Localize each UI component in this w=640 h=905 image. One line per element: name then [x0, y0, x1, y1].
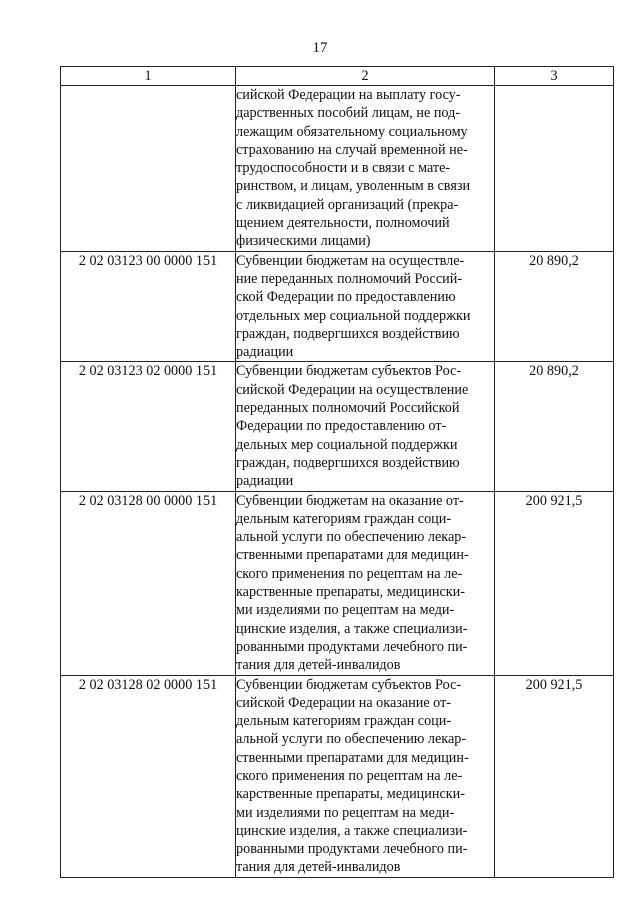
budget-code-cell	[61, 86, 236, 252]
description-cell	[236, 362, 495, 491]
table-row	[61, 675, 614, 877]
table-header	[61, 67, 614, 86]
description-line: альной услуги по обеспечению лекар-	[236, 529, 467, 546]
budget-code-cell: 2 02 03123 00 0000 151	[61, 251, 236, 362]
description-line: ственными препаратами для медицин-	[236, 749, 469, 766]
description-line: тания для детей-инвалидов	[236, 657, 401, 674]
description-line: ственными препаратами для медицин-	[236, 547, 469, 564]
table-row	[61, 251, 614, 362]
description-line: цинские изделия, а также специализи-	[236, 620, 468, 637]
description-line: переданных полномочий Российской	[236, 400, 460, 417]
table-row	[61, 491, 614, 675]
amount-cell: 200 921,5	[495, 675, 614, 877]
budget-code-cell: 2 02 03128 00 0000 151	[61, 491, 236, 675]
description-cell	[236, 251, 495, 362]
description-line: граждан, подвергшихся воздействию	[236, 454, 460, 471]
header-column-amount: 3	[495, 67, 614, 86]
description-line: Субвенции бюджетам субъектов Рос-	[236, 363, 462, 380]
budget-table	[60, 66, 614, 878]
header-column-code: 1	[61, 67, 236, 86]
description-line: лежащим обязательному социальному	[236, 123, 468, 140]
description-line: ние переданных полномочий Россий-	[236, 270, 463, 287]
description-line: сийской Федерации на осуществление	[236, 381, 469, 398]
description-line: альной услуги по обеспечению лекар-	[236, 731, 467, 748]
amount-cell: 200 921,5	[495, 491, 614, 675]
description-line: щением деятельности, полномочий	[236, 215, 450, 232]
description-line: дельным категориям граждан соци-	[236, 713, 452, 730]
description-line: Субвенции бюджетам субъектов Рос-	[236, 676, 462, 693]
description-line: рованными продуктами лечебного пи-	[236, 841, 468, 858]
description-line: сийской Федерации на оказание от-	[236, 694, 452, 711]
budget-code-cell: 2 02 03123 02 0000 151	[61, 362, 236, 491]
description-line: карственные препараты, медицински-	[236, 786, 465, 803]
description-line: рованными продуктами лечебного пи-	[236, 638, 468, 655]
description-line: карственные препараты, медицински-	[236, 584, 465, 601]
page-number: 17	[312, 40, 328, 56]
description-line: дарственных пособий лицам, не под-	[236, 105, 461, 122]
table-row	[61, 86, 614, 252]
description-cell	[236, 491, 495, 675]
description-line: радиации	[236, 344, 294, 361]
description-line: ского применения по рецептам на ле-	[236, 565, 463, 582]
description-line: сийской Федерации на выплату госу-	[236, 87, 461, 103]
description-cell	[236, 675, 495, 877]
description-line: тания для детей-инвалидов	[236, 859, 401, 876]
description-line: Субвенции бюджетам на оказание от-	[236, 492, 464, 509]
description-line: ми изделиями по рецептам на меди-	[236, 804, 455, 821]
budget-code-cell: 2 02 03128 02 0000 151	[61, 675, 236, 877]
amount-cell: 20 890,2	[495, 251, 614, 362]
description-line: страхованию на случай временной не-	[236, 141, 468, 158]
description-line: дельных мер социальной поддержки	[236, 436, 458, 453]
description-line: ринством, и лицам, уволенным в связи	[236, 178, 471, 195]
description-line: отдельных мер социальной поддержки	[236, 307, 471, 324]
header-row	[61, 67, 614, 86]
table-body	[61, 86, 614, 878]
description-line: трудоспособности и в связи с мате-	[236, 160, 451, 177]
description-line: граждан, подвергшихся воздействию	[236, 325, 460, 342]
amount-cell: 20 890,2	[495, 362, 614, 491]
description-line: цинские изделия, а также специализи-	[236, 822, 468, 839]
table-row	[61, 362, 614, 491]
description-line: ми изделиями по рецептам на меди-	[236, 602, 455, 619]
description-line: радиации	[236, 473, 294, 490]
description-line: с ликвидацией организаций (прекра-	[236, 196, 459, 213]
description-line: физическими лицами)	[236, 233, 371, 250]
description-cell	[236, 86, 495, 252]
amount-cell	[495, 86, 614, 252]
description-line: ского применения по рецептам на ле-	[236, 767, 463, 784]
description-line: Субвенции бюджетам на осуществле-	[236, 252, 465, 269]
description-line: Федерации по предоставлению от-	[236, 418, 447, 435]
header-column-description: 2	[236, 67, 495, 86]
description-line: ской Федерации по предоставлению	[236, 289, 456, 306]
description-line: дельным категориям граждан соци-	[236, 510, 452, 527]
